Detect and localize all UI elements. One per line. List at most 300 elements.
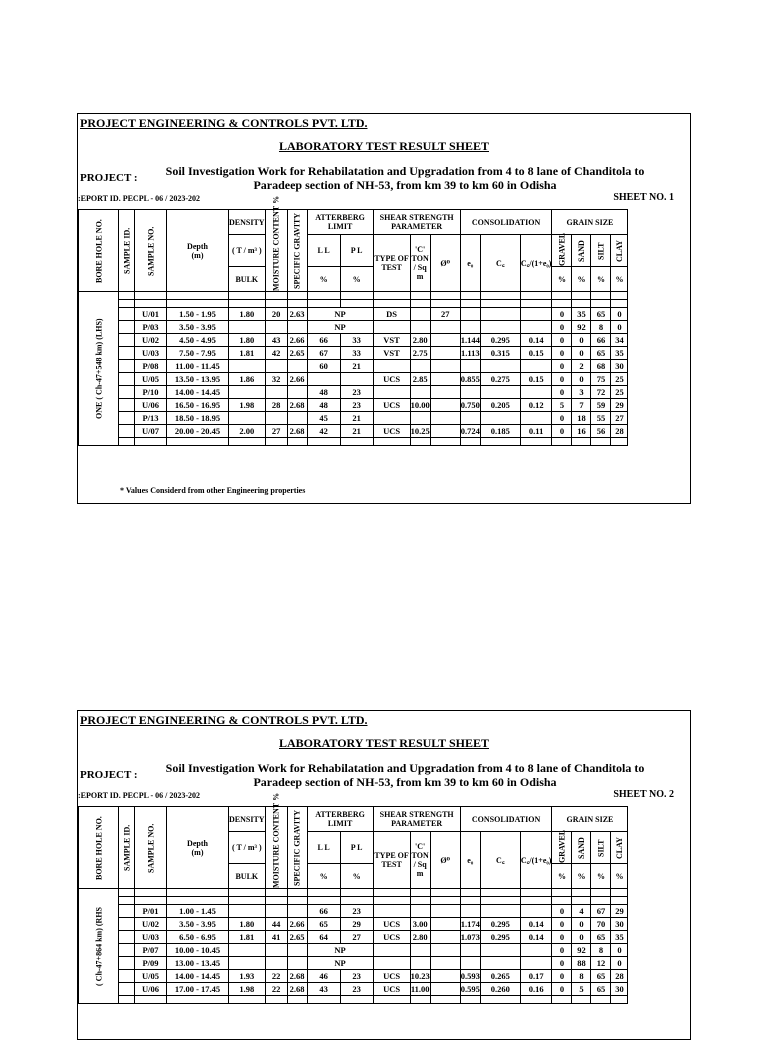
- cell-value: [287, 905, 307, 918]
- cell-value: 0: [572, 334, 591, 347]
- cell-value: 8: [572, 970, 591, 983]
- cell-value: 0.265: [480, 970, 520, 983]
- cell-value: 5: [572, 983, 591, 996]
- header-bulk: BULK: [229, 864, 266, 889]
- cell-value: U/03: [135, 347, 167, 360]
- cell-value: 1.073: [460, 931, 480, 942]
- empty-cell: [460, 300, 480, 308]
- cell-value: 0.295: [480, 918, 520, 931]
- cell-value: [430, 399, 460, 412]
- moisture-unit: %: [271, 792, 281, 801]
- empty-cell: [552, 300, 572, 308]
- cell-value: 13.50 - 13.95: [167, 373, 229, 386]
- cell-value: 30: [611, 360, 628, 373]
- cell-value: 11.00: [410, 983, 430, 994]
- empty-cell: [430, 438, 460, 446]
- empty-cell: [480, 300, 520, 308]
- empty-cell: [119, 957, 135, 970]
- cell-value: 0.275: [480, 373, 520, 386]
- cell-value: 43: [265, 334, 287, 347]
- table-row: [79, 983, 628, 996]
- cell-value: 1.144: [460, 334, 480, 345]
- cell-value: 14.00 - 14.45: [167, 386, 229, 399]
- spacer-row: [79, 292, 628, 300]
- cell-value: [520, 905, 552, 918]
- cell-np: NP: [307, 308, 373, 321]
- cell-value: 35: [611, 931, 628, 944]
- header-cc-ratio: C꜀/(1+e₀): [520, 832, 552, 889]
- cell-value: 33: [340, 334, 373, 347]
- header-phi: Ø⁰: [430, 235, 460, 292]
- empty-cell: [229, 897, 266, 905]
- cell-value: U/07: [135, 425, 167, 438]
- empty-cell: [480, 292, 520, 300]
- cell-value: 35: [572, 308, 591, 321]
- table-row: [79, 425, 628, 438]
- empty-cell: [611, 897, 628, 905]
- cell-value: [480, 412, 520, 425]
- header-sand: SAND: [572, 832, 591, 864]
- cell-value: 67: [307, 347, 340, 360]
- empty-cell: [307, 897, 340, 905]
- cell-value: 7: [572, 399, 591, 412]
- cell-value: 0.315: [480, 347, 520, 360]
- cell-value: [373, 905, 410, 918]
- cell-value: 30: [611, 918, 628, 931]
- empty-cell: [119, 373, 135, 386]
- cell-value: 22: [265, 983, 287, 996]
- cell-value: 48: [307, 386, 340, 399]
- header-atterberg-limit: ATTERBERG LIMIT: [307, 210, 373, 235]
- cell-value: 2.66: [287, 373, 307, 386]
- cell-value: [373, 957, 410, 970]
- cell-value: U/06: [135, 983, 167, 996]
- cell-value: [229, 360, 266, 373]
- table-row: [79, 918, 628, 931]
- cell-value: 65: [307, 918, 340, 931]
- cell-value: [480, 360, 520, 373]
- cell-value: 3: [572, 386, 591, 399]
- empty-cell: [229, 438, 266, 446]
- cell-value: 44: [265, 918, 287, 931]
- cell-value: 23: [340, 386, 373, 399]
- cell-value: 2: [572, 360, 591, 373]
- empty-cell: [430, 300, 460, 308]
- sheet-title: LABORATORY TEST RESULT SHEET: [278, 736, 489, 750]
- cell-value: U/05: [135, 373, 167, 386]
- cell-value: [287, 957, 307, 970]
- empty-cell: [460, 889, 480, 897]
- cell-value: UCS: [373, 425, 410, 438]
- empty-cell: [410, 996, 430, 1004]
- header-gravel: GRAVEL: [552, 235, 572, 267]
- cell-value: 17.00 - 17.45: [167, 983, 229, 996]
- cell-value: 1.80: [229, 308, 266, 321]
- result-sheet-2: [77, 710, 691, 1040]
- header-cc: C꜀: [480, 235, 520, 292]
- cell-value: 2.85: [410, 373, 430, 386]
- table-row: [79, 412, 628, 425]
- cell-value: [520, 957, 552, 970]
- cell-value: 55: [591, 412, 611, 425]
- empty-cell: [307, 996, 340, 1004]
- cell-value: 1.81: [229, 347, 266, 360]
- header-density-unit: ( T / m³ ): [229, 235, 266, 267]
- empty-cell: [135, 292, 167, 300]
- cell-value: [410, 944, 430, 957]
- cell-value: 27: [430, 308, 460, 321]
- empty-cell: [287, 897, 307, 905]
- cell-value: 72: [591, 386, 611, 399]
- cell-np: NP: [307, 944, 373, 957]
- table-row: [79, 373, 628, 386]
- spacer-row: [79, 438, 628, 446]
- cell-value: 10.00 - 10.45: [167, 944, 229, 957]
- cell-value: [430, 905, 460, 918]
- cell-value: 45: [307, 412, 340, 425]
- cell-value: 23: [340, 983, 373, 996]
- empty-cell: [119, 905, 135, 918]
- header-row: [79, 210, 628, 235]
- header-pl: P L: [340, 235, 373, 267]
- cell-value: 2.68: [287, 970, 307, 983]
- depth-unit: (m): [191, 847, 204, 857]
- cell-value: 25: [611, 386, 628, 399]
- empty-cell: [119, 360, 135, 373]
- empty-cell: [373, 292, 410, 300]
- header-grain-pct: %: [572, 864, 591, 889]
- empty-cell: [430, 897, 460, 905]
- header-sample-id: SAMPLE ID.: [119, 210, 135, 292]
- header-bore-hole-no: BORE HOLE NO.: [79, 210, 119, 292]
- cell-value: UCS: [373, 399, 410, 412]
- cell-value: P/13: [135, 412, 167, 425]
- cell-value: [460, 905, 480, 918]
- empty-cell: [520, 438, 552, 446]
- cell-value: 59: [591, 399, 611, 412]
- empty-cell: [591, 292, 611, 300]
- cell-value: 21: [340, 412, 373, 425]
- cell-value: 70: [591, 918, 611, 931]
- empty-cell: [460, 897, 480, 905]
- empty-cell: [340, 996, 373, 1004]
- cell-value: 0: [552, 334, 572, 347]
- cell-value: 0: [611, 957, 628, 970]
- cell-value: 0: [572, 918, 591, 931]
- cell-value: [410, 308, 430, 321]
- project-label: PROJECT :: [80, 769, 138, 781]
- empty-cell: [265, 292, 287, 300]
- empty-cell: [307, 889, 340, 897]
- empty-cell: [460, 996, 480, 1004]
- cell-value: 64: [307, 931, 340, 944]
- cell-value: 2.65: [287, 931, 307, 944]
- cell-value: [480, 905, 520, 918]
- cell-value: 1.98: [229, 983, 266, 996]
- empty-cell: [611, 292, 628, 300]
- empty-cell: [572, 292, 591, 300]
- cell-value: 10.23: [410, 970, 430, 981]
- empty-cell: [135, 996, 167, 1004]
- table-row: [79, 334, 628, 347]
- cell-value: [430, 412, 460, 425]
- empty-cell: [520, 996, 552, 1004]
- cell-value: 4: [572, 905, 591, 918]
- empty-cell: [119, 412, 135, 425]
- spacer-row: [79, 996, 628, 1004]
- empty-cell: [167, 300, 229, 308]
- header-bore-hole-no: BORE HOLE NO.: [79, 807, 119, 889]
- cell-value: [265, 905, 287, 918]
- cell-value: 27: [611, 412, 628, 425]
- cell-value: UCS: [373, 931, 410, 944]
- cell-value: 0: [552, 931, 572, 944]
- empty-cell: [611, 300, 628, 308]
- cell-value: [229, 905, 266, 918]
- cell-value: 65: [591, 983, 611, 996]
- header-grain-pct: %: [572, 267, 591, 292]
- cell-value: [430, 347, 460, 360]
- header-e0: e₀: [460, 235, 480, 292]
- header-c-value: 'C' TON / Sq m: [410, 235, 430, 292]
- header-density: DENSITY: [229, 807, 266, 832]
- cell-value: 23: [340, 970, 373, 983]
- empty-cell: [410, 438, 430, 446]
- cell-np: NP: [307, 957, 373, 970]
- cell-value: 12: [591, 957, 611, 970]
- empty-cell: [520, 897, 552, 905]
- cell-value: 1.93: [229, 970, 266, 983]
- header-pl-pct: %: [340, 267, 373, 292]
- empty-cell: [520, 889, 552, 897]
- cell-value: 18: [572, 412, 591, 425]
- cell-value: [410, 412, 430, 425]
- cell-value: UCS: [373, 983, 410, 996]
- table-row: [79, 970, 628, 983]
- header-sand: SAND: [572, 235, 591, 267]
- cell-value: 0: [611, 321, 628, 334]
- cell-value: 2.00: [229, 425, 266, 438]
- empty-cell: [119, 308, 135, 321]
- empty-cell: [460, 292, 480, 300]
- cell-value: [265, 957, 287, 970]
- cell-value: 0: [552, 412, 572, 425]
- cell-value: [287, 321, 307, 334]
- empty-cell: [287, 996, 307, 1004]
- header-sample-no: SAMPLE NO.: [135, 210, 167, 292]
- header-depth: [167, 210, 229, 292]
- cell-value: 3.50 - 3.95: [167, 321, 229, 334]
- empty-cell: [572, 996, 591, 1004]
- cell-value: 0.14: [520, 931, 552, 944]
- cell-value: U/02: [135, 334, 167, 347]
- cell-value: 0: [552, 944, 572, 957]
- header-specific-gravity: SPECIFIC GRAVITY: [287, 807, 307, 889]
- cell-value: 1.50 - 1.95: [167, 308, 229, 321]
- cell-value: [460, 944, 480, 957]
- cell-value: 2.68: [287, 983, 307, 996]
- table-row: [79, 905, 628, 918]
- empty-cell: [119, 334, 135, 347]
- spacer-row: [79, 897, 628, 905]
- cell-value: 0: [552, 905, 572, 918]
- cell-np: NP: [307, 321, 373, 334]
- cell-value: 34: [611, 334, 628, 347]
- empty-cell: [480, 996, 520, 1004]
- empty-cell: [265, 996, 287, 1004]
- empty-cell: [119, 292, 135, 300]
- cell-value: 92: [572, 944, 591, 957]
- cell-value: 16: [572, 425, 591, 438]
- cell-value: 0.855: [460, 373, 480, 384]
- cell-value: 2.80: [410, 931, 430, 944]
- cell-value: 2.75: [410, 347, 430, 360]
- header-c-value: 'C' TON / Sq m: [410, 832, 430, 889]
- empty-cell: [340, 897, 373, 905]
- cell-value: P/07: [135, 944, 167, 957]
- empty-cell: [119, 931, 135, 944]
- moisture-unit: %: [271, 195, 281, 204]
- cell-value: [265, 412, 287, 425]
- cell-value: U/02: [135, 918, 167, 931]
- cell-value: 0: [552, 373, 572, 386]
- cell-value: [480, 957, 520, 970]
- empty-cell: [611, 438, 628, 446]
- borehole-label: ONE ( Ch-47+548 km) (LHS): [79, 292, 119, 446]
- cell-value: 0.14: [520, 334, 552, 347]
- cell-value: 2.80: [410, 334, 430, 347]
- moisture-label: MOISTURE CONTENT: [271, 205, 281, 291]
- cell-value: [340, 373, 373, 386]
- cell-value: 1.98: [229, 399, 266, 412]
- cell-value: [520, 412, 552, 425]
- header-shear-strength: SHEAR STRENGTH PARAMETER: [373, 807, 460, 832]
- empty-cell: [167, 292, 229, 300]
- cell-value: 0: [552, 970, 572, 983]
- cell-value: 0.15: [520, 347, 552, 360]
- cell-value: 60: [307, 360, 340, 373]
- empty-cell: [552, 292, 572, 300]
- cell-value: 66: [591, 334, 611, 347]
- project-title: Soil Investigation Work for Rehabilatation and Upgradation from 4 to 8 lane of Chanditola to Paradeep section of NH-53, from km 39 to km 60 in Odisha: [165, 164, 645, 192]
- cell-value: 16.50 - 16.95: [167, 399, 229, 412]
- empty-cell: [552, 438, 572, 446]
- empty-cell: [520, 300, 552, 308]
- cell-value: 66: [307, 334, 340, 347]
- cell-value: [287, 944, 307, 957]
- empty-cell: [135, 438, 167, 446]
- header-sample-id: SAMPLE ID.: [119, 807, 135, 889]
- cell-value: 0.185: [480, 425, 520, 438]
- header-row: [79, 807, 628, 832]
- cell-value: [460, 321, 480, 334]
- header-silt: SILT: [591, 235, 611, 267]
- empty-cell: [373, 300, 410, 308]
- empty-cell: [119, 944, 135, 957]
- empty-cell: [430, 996, 460, 1004]
- empty-cell: [119, 321, 135, 334]
- cell-value: [480, 944, 520, 957]
- cell-value: [520, 386, 552, 399]
- cell-value: [480, 308, 520, 321]
- header-phi: Ø⁰: [430, 832, 460, 889]
- empty-cell: [340, 300, 373, 308]
- cell-value: [520, 321, 552, 334]
- spacer-row: [79, 889, 628, 897]
- cell-value: 0.16: [520, 983, 552, 996]
- cell-value: 29: [611, 905, 628, 918]
- cell-value: 1.80: [229, 334, 266, 347]
- cell-value: [287, 360, 307, 373]
- cell-value: 0: [552, 918, 572, 931]
- cell-value: [265, 944, 287, 957]
- cell-value: 41: [265, 931, 287, 944]
- cell-value: [460, 386, 480, 399]
- cell-value: [430, 360, 460, 373]
- empty-cell: [229, 889, 266, 897]
- empty-cell: [265, 897, 287, 905]
- cell-value: [410, 386, 430, 399]
- cell-value: 0.295: [480, 931, 520, 944]
- cell-value: 0: [572, 373, 591, 386]
- header-density: DENSITY: [229, 210, 266, 235]
- spacer-row: [79, 300, 628, 308]
- cell-value: 0: [572, 347, 591, 360]
- cell-value: [410, 905, 430, 918]
- cell-value: 0: [611, 308, 628, 321]
- depth-unit: (m): [191, 250, 204, 260]
- cell-value: 0: [552, 347, 572, 360]
- cell-value: [373, 944, 410, 957]
- cell-value: [430, 944, 460, 957]
- cell-value: [287, 412, 307, 425]
- header-depth: [167, 807, 229, 889]
- empty-cell: [591, 889, 611, 897]
- empty-cell: [119, 438, 135, 446]
- empty-cell: [480, 889, 520, 897]
- empty-cell: [552, 897, 572, 905]
- cell-value: [430, 970, 460, 983]
- cell-value: [430, 321, 460, 334]
- empty-cell: [265, 300, 287, 308]
- table-row: [79, 944, 628, 957]
- sheet-title: LABORATORY TEST RESULT SHEET: [278, 139, 489, 153]
- cell-value: P/08: [135, 360, 167, 373]
- table-row: [79, 308, 628, 321]
- empty-cell: [430, 292, 460, 300]
- header-shear-strength: SHEAR STRENGTH PARAMETER: [373, 210, 460, 235]
- cell-value: 23: [340, 399, 373, 412]
- cell-value: [460, 412, 480, 425]
- empty-cell: [591, 438, 611, 446]
- cell-value: 28: [611, 425, 628, 438]
- cell-value: 88: [572, 957, 591, 970]
- cell-value: 30: [611, 983, 628, 996]
- cell-value: 0: [552, 386, 572, 399]
- empty-cell: [265, 438, 287, 446]
- cell-value: UCS: [373, 970, 410, 983]
- cell-value: 68: [591, 360, 611, 373]
- empty-cell: [135, 889, 167, 897]
- cell-value: 0: [552, 308, 572, 321]
- empty-cell: [119, 918, 135, 931]
- cell-value: [265, 360, 287, 373]
- cell-value: [430, 957, 460, 970]
- cell-value: 35: [611, 347, 628, 360]
- empty-cell: [167, 897, 229, 905]
- cell-value: 10.25: [410, 425, 430, 436]
- empty-cell: [572, 889, 591, 897]
